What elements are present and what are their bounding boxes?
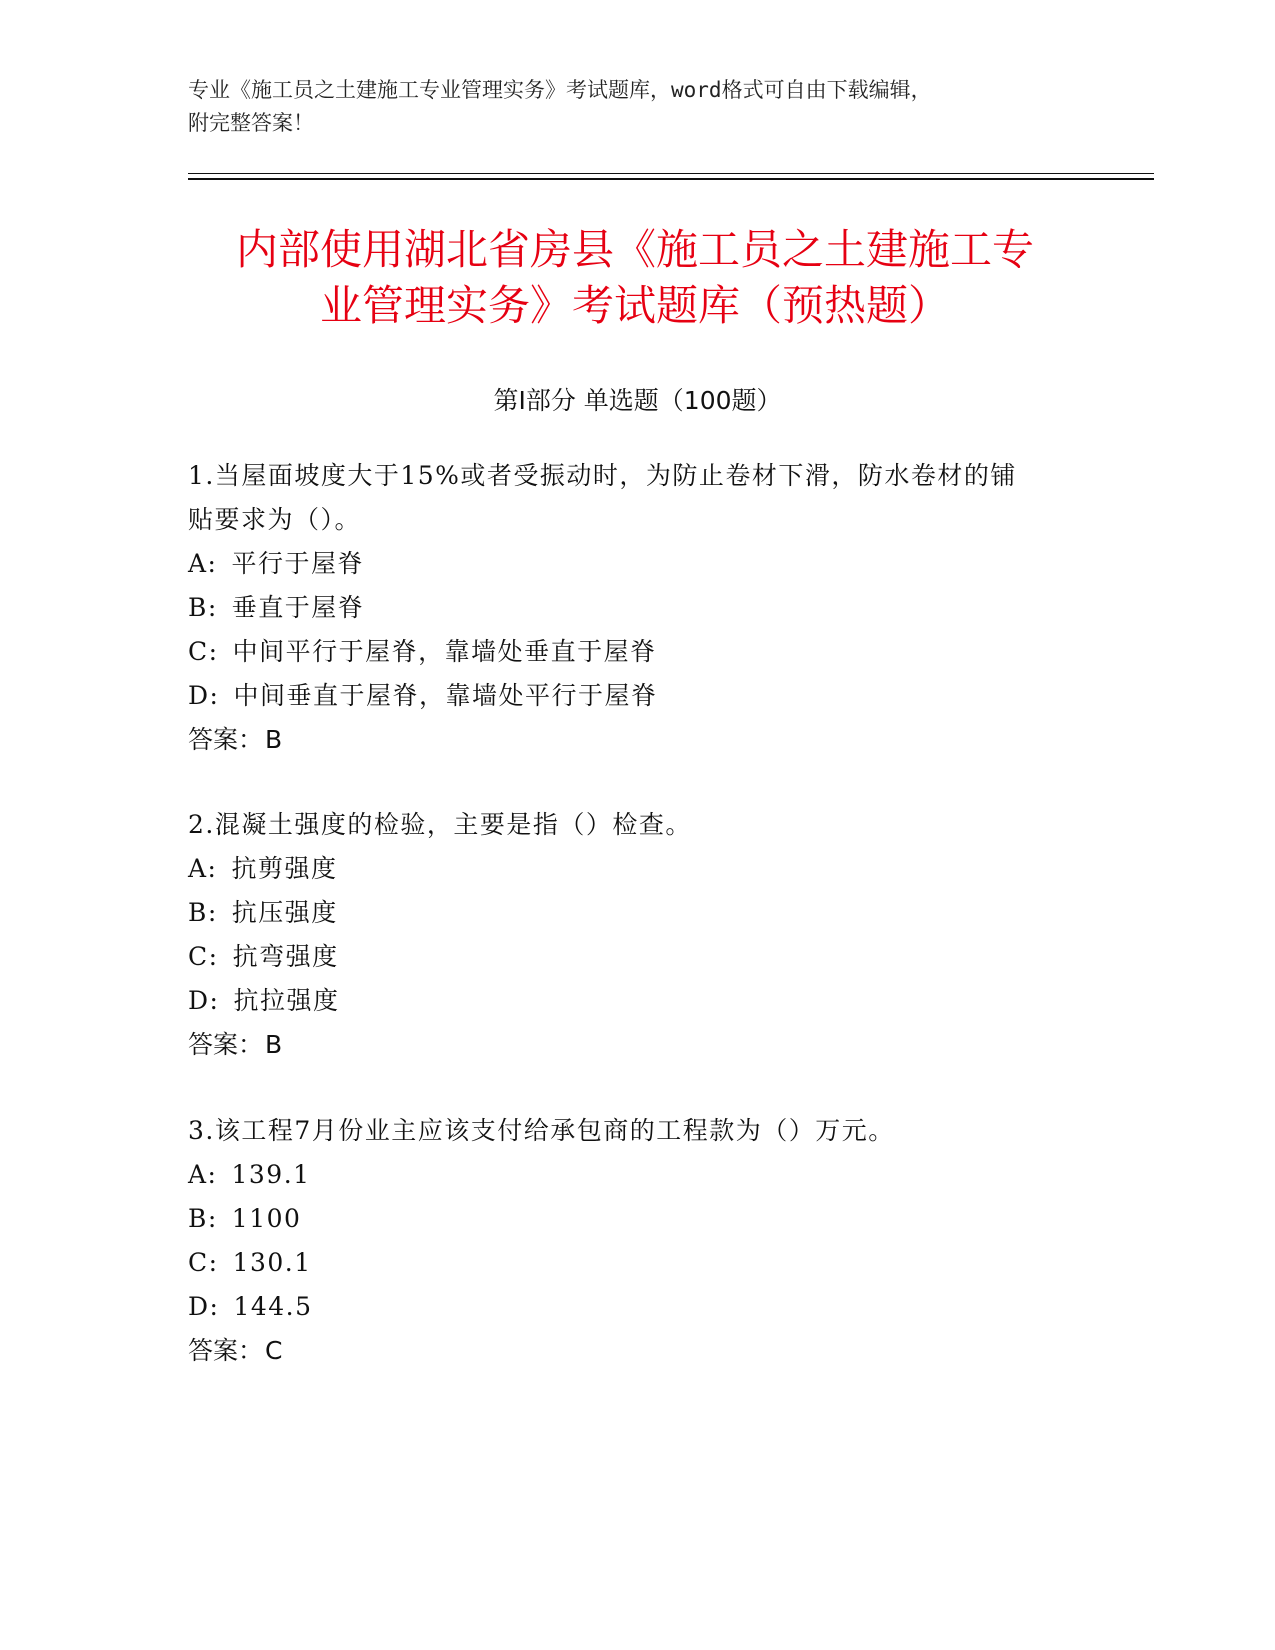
header-note-line-2: 附完整答案！ [188, 111, 314, 135]
option-letter: D: [188, 986, 220, 1015]
option-d [188, 674, 1088, 718]
answer-label: 答案： [188, 1030, 264, 1059]
option-a [188, 542, 1088, 586]
option-text: 抗压强度 [231, 898, 338, 927]
answer-value: B [265, 725, 283, 754]
option-c [188, 1241, 1088, 1285]
question-stem: 3.该工程7月份业主应该支付给承包商的工程款为（）万元。 [188, 1116, 895, 1145]
answer-line [188, 1023, 1088, 1067]
option-d [188, 1285, 1088, 1329]
question-2 [188, 803, 1088, 1067]
option-text: 垂直于屋脊 [231, 593, 365, 622]
answer-value: C [265, 1336, 283, 1365]
option-letter: C: [188, 942, 219, 971]
question-stem-continued: 贴要求为（）。 [188, 505, 362, 534]
option-c [188, 630, 1088, 674]
document-title-line-1: 内部使用湖北省房县《施工员之土建施工专 [235, 225, 1034, 274]
option-letter: B: [188, 593, 218, 622]
header-note-line-1: 专业《施工员之土建施工专业管理实务》考试题库，word格式可自由下载编辑， [188, 78, 932, 102]
answer-line [188, 718, 1088, 762]
question-1 [188, 454, 1088, 762]
option-a [188, 847, 1088, 891]
option-text: 抗剪强度 [231, 854, 338, 883]
document-title-line-2: 业管理实务》考试题库（预热题） [319, 281, 950, 330]
option-b [188, 891, 1088, 935]
answer-line [188, 1329, 1088, 1373]
document-title [160, 222, 1110, 334]
header-rule-thin [188, 173, 1154, 174]
answer-value: B [265, 1030, 283, 1059]
option-letter: C: [188, 1248, 219, 1277]
option-d [188, 979, 1088, 1023]
header-note [188, 74, 1088, 140]
option-letter: C: [188, 637, 219, 666]
option-letter: D: [188, 681, 220, 710]
option-text: 抗拉强度 [233, 986, 340, 1015]
option-letter: A: [188, 854, 218, 883]
question-stem: 2.混凝土强度的检验，主要是指（）检查。 [188, 810, 692, 839]
option-c [188, 935, 1088, 979]
option-text: 130.1 [232, 1248, 312, 1277]
option-b [188, 586, 1088, 630]
question-3 [188, 1109, 1088, 1373]
header-rule-thick [188, 178, 1154, 180]
option-letter: D: [188, 1292, 220, 1321]
section-heading: 第Ⅰ部分 单选题（100题） [493, 386, 782, 415]
option-letter: B: [188, 1204, 218, 1233]
answer-label: 答案： [188, 1336, 264, 1365]
answer-label: 答案： [188, 725, 264, 754]
option-text: 中间垂直于屋脊，靠墙处平行于屋脊 [233, 681, 658, 710]
option-b [188, 1197, 1088, 1241]
option-text: 1100 [231, 1204, 302, 1233]
option-letter: A: [188, 549, 218, 578]
option-text: 144.5 [233, 1292, 313, 1321]
option-text: 139.1 [231, 1160, 311, 1189]
option-text: 中间平行于屋脊，靠墙处垂直于屋脊 [232, 637, 657, 666]
question-stem: 1.当屋面坡度大于15%或者受振动时，为防止卷材下滑，防水卷材的铺 [188, 461, 1017, 490]
option-letter: B: [188, 898, 218, 927]
option-text: 平行于屋脊 [231, 549, 364, 578]
option-a [188, 1153, 1088, 1197]
option-letter: A: [188, 1160, 218, 1189]
option-text: 抗弯强度 [232, 942, 339, 971]
